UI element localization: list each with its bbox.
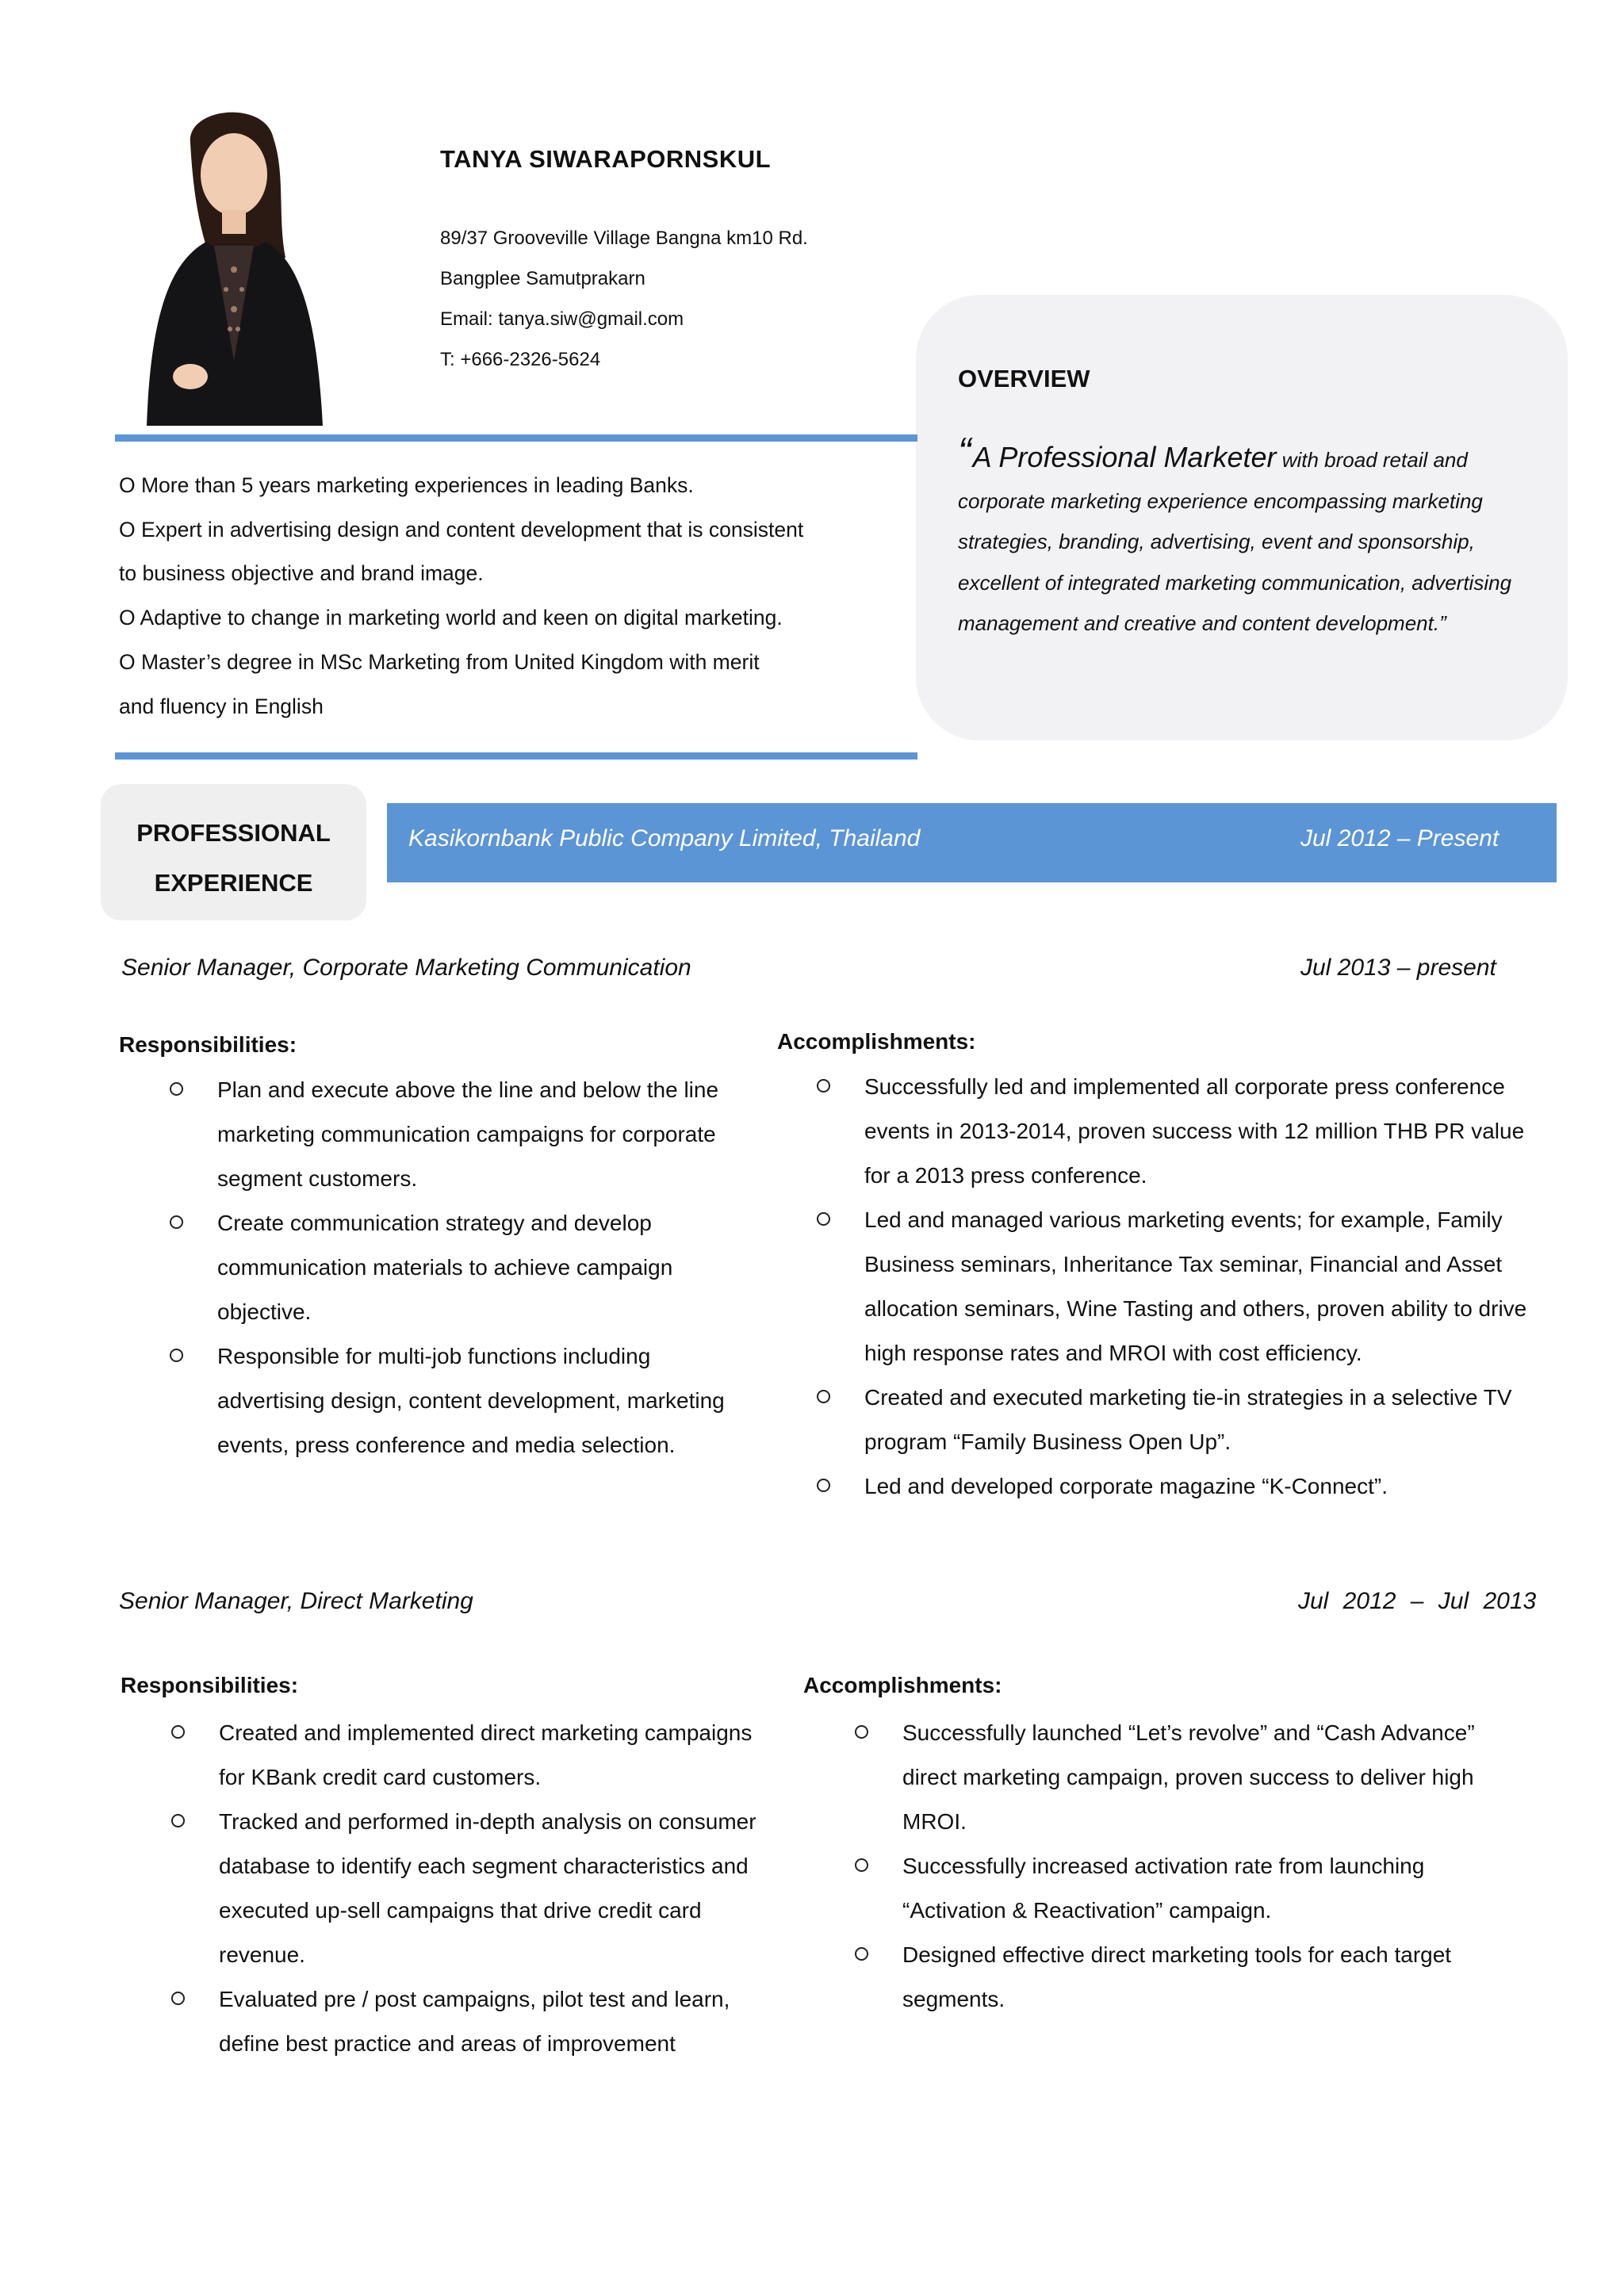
list-item: Led and managed various marketing events; for example, Family Business seminars, Inheritance Tax seminar, Financial and Asset allocation seminars, Wine Tasting and others, proven ability to drive high response rates and MROI with cost efficiency. <box>817 1198 1550 1376</box>
profile-photo <box>115 99 341 426</box>
circle-bullet-icon <box>170 1215 183 1229</box>
list-item: Successfully increased activation rate from launching “Activation & Reactivation” campaign. <box>855 1844 1481 1933</box>
circle-bullet-icon <box>817 1079 830 1093</box>
summary-line: O Adaptive to change in marketing world and keen on digital marketing. <box>119 606 783 630</box>
list-item: Successfully led and implemented all corporate press conference events in 2013-2014, proven success with 12 million THB PR value for a 2013 press conference. <box>817 1065 1550 1198</box>
job-dates: Jul 2013 – present <box>1300 955 1496 981</box>
overview-quote <box>958 432 1545 645</box>
summary-divider-bottom <box>115 752 917 760</box>
accomplishments-heading: Accomplishments: <box>777 1029 976 1054</box>
circle-bullet-icon <box>171 1725 185 1739</box>
professional-experience-card <box>101 784 366 920</box>
summary-line: O Expert in advertising design and content development that is consistent <box>119 517 804 541</box>
summary-line: O More than 5 years marketing experiences in leading Banks. <box>119 473 694 497</box>
overview-body: with broad retail and corporate marketing experience encompassing marketing strategies, branding, advertising, event and sponsorship, excellent of integrated marketing communication, advertising management and creative and content development.” <box>958 448 1512 635</box>
circle-bullet-icon <box>855 1858 868 1872</box>
candidate-name: TANYA SIWARAPORNSKUL <box>440 145 772 173</box>
list-item: Created and executed marketing tie-in strategies in a selective TV program “Family Business Open Up”. <box>817 1376 1550 1464</box>
phone-text: T: +666-2326-5624 <box>440 349 601 370</box>
summary-line: to business objective and brand image. <box>119 561 484 586</box>
section-title <box>101 808 366 908</box>
job-dates: Jul 2012 – Jul 2013 <box>1298 1588 1537 1614</box>
contact-block <box>440 218 808 380</box>
summary-divider-top <box>115 434 917 442</box>
company-name: Kasikornbank Public Company Limited, Thailand <box>408 825 921 851</box>
accomplishments-list <box>817 1065 1550 1509</box>
responsibilities-heading: Responsibilities: <box>119 1032 297 1057</box>
list-item: Create communication strategy and develop communication materials to achieve campaign objective. <box>170 1201 756 1334</box>
circle-bullet-icon <box>170 1349 183 1362</box>
list-item: Tracked and performed in-depth analysis on consumer database to identify each segment characteristics and executed up-sell campaigns that drive credit card revenue. <box>171 1800 774 1977</box>
section-title-line-2: EXPERIENCE <box>154 869 313 897</box>
circle-bullet-icon <box>170 1082 183 1096</box>
circle-bullet-icon <box>171 1814 185 1827</box>
quote-open-mark: “ <box>958 430 971 474</box>
circle-bullet-icon <box>171 1992 185 2005</box>
accomplishments-heading: Accomplishments: <box>803 1673 1002 1697</box>
summary-line: and fluency in English <box>119 694 324 718</box>
circle-bullet-icon <box>817 1390 830 1403</box>
responsibilities-list <box>171 1711 774 2066</box>
accomplishments-list <box>855 1711 1481 2022</box>
responsibilities-heading: Responsibilities: <box>121 1673 299 1697</box>
responsibilities-list <box>170 1068 756 1468</box>
summary-list <box>119 464 856 729</box>
list-item: Responsible for multi-job functions including advertising design, content development, marketing events, press conference and media selection. <box>170 1334 756 1468</box>
job-title: Senior Manager, Corporate Marketing Communication <box>121 955 691 981</box>
list-item: Successfully launched “Let’s revolve” and “Cash Advance” direct marketing campaign, proven success to deliver high MROI. <box>855 1711 1481 1844</box>
list-item: Led and developed corporate magazine “K-Connect”. <box>817 1464 1550 1509</box>
summary-line: O Master’s degree in MSc Marketing from United Kingdom with merit <box>119 649 760 674</box>
list-item: Plan and execute above the line and below the line marketing communication campaigns for corporate segment customers. <box>170 1068 756 1201</box>
address-line-1: 89/37 Grooveville Village Bangna km10 Rd. <box>440 228 808 249</box>
overview-lead: A Professional Marketer <box>972 441 1277 473</box>
section-title-line-1: PROFESSIONAL <box>136 819 331 847</box>
overview-heading: OVERVIEW <box>958 365 1090 392</box>
list-item: Designed effective direct marketing tools for each target segments. <box>855 1933 1481 2022</box>
list-item: Created and implemented direct marketing campaigns for KBank credit card customers. <box>171 1711 774 1800</box>
circle-bullet-icon <box>855 1947 868 1961</box>
address-line-2: Bangplee Samutprakarn <box>440 268 645 289</box>
circle-bullet-icon <box>855 1725 868 1739</box>
company-dates: Jul 2012 – Present <box>1300 825 1500 851</box>
list-item: Evaluated pre / post campaigns, pilot test and learn, define best practice and areas of improvement <box>171 1977 774 2066</box>
circle-bullet-icon <box>817 1212 830 1226</box>
email-text: Email: tanya.siw@gmail.com <box>440 308 684 330</box>
job-title: Senior Manager, Direct Marketing <box>119 1588 473 1614</box>
circle-bullet-icon <box>817 1479 830 1492</box>
